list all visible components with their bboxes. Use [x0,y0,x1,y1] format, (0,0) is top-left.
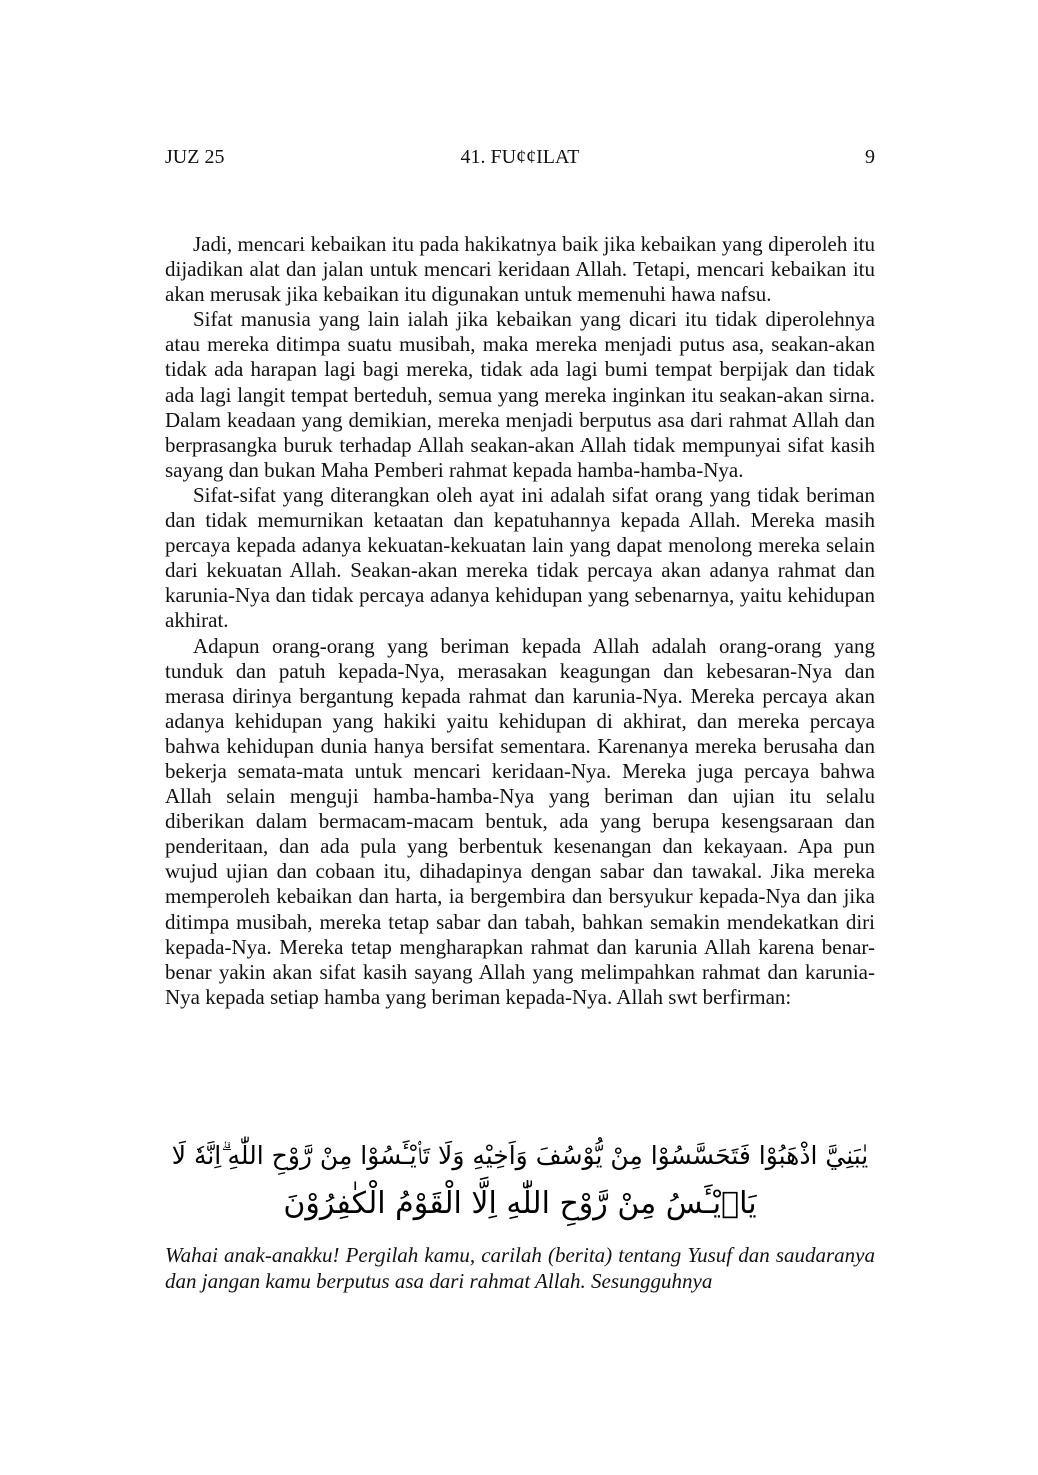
paragraph: Adapun orang-orang yang beriman kepada Allah adalah orang-orang yang tunduk dan patuh kepada-Nya, merasakan keagungan dan kebesaran-Nya dan merasa dirinya bergantung kepada rahmat dan karunia-Nya. Mereka percaya akan adanya kehidupan yang hakiki yaitu kehidupan di akhirat, dan mereka percaya bahwa kehidupan dunia hanya bersifat sementara. Karenanya mereka berusaha dan bekerja semata-mata untuk mencari keridaan-Nya. Mereka juga percaya bahwa Allah selain menguji hamba-hamba-Nya yang beriman dan ujian itu selalu diberikan dalam bermacam-macam bentuk, ada yang berupa kesengsaraan dan penderitaan, dan ada pula yang berbentuk kesenangan dan kekayaan. Apa pun wujud ujian dan cobaan itu, dihadapinya dengan sabar dan tawakal. Jika mereka memperoleh kebaikan dan harta, ia bergembira dan bersyukur kepada-Nya dan jika ditimpa musibah, mereka tetap sabar dan tabah, bahkan semakin mendekatkan diri kepada-Nya. Mereka tetap mengharapkan rahmat dan karunia Allah karena benar-benar yakin akan sifat kasih sayang Allah yang melimpahkan rahmat dan karunia-Nya kepada setiap hamba yang beriman kepada-Nya. Allah swt berfirman: [165,633,875,1009]
surah-title: 41. FU¢¢ILAT [460,146,580,168]
quran-verse-arabic [165,1132,875,1232]
juz-label: JUZ 25 [165,146,225,168]
running-header [165,146,875,172]
verse-translation [165,1243,875,1294]
paragraph: Sifat-sifat yang diterangkan oleh ayat ini adalah sifat orang yang tidak beriman dan tidak memurnikan ketaatan dan kepatuhannya kepada Allah. Mereka masih percaya kepada adanya kekuatan-kekuatan lain yang dapat menolong mereka selain dari kekuatan Allah. Seakan-akan mereka tidak percaya akan adanya rahmat dan karunia-Nya dan tidak percaya adanya kehidupan yang sebenarnya, yaitu kehidupan akhirat. [165,482,875,633]
arabic-line: يٰبَنِيَّ اذْهَبُوْا فَتَحَسَّسُوْا مِنْ يُّوْسُفَ وَاَخِيْهِ وَلَا تَا۟يْـَٔسُوْا مِنْ رَّوْحِ اللّٰهِ ۗاِنَّهٗ لَا [171,1141,869,1170]
page-number: 9 [865,146,875,168]
body-text [165,232,875,1010]
paragraph: Jadi, mencari kebaikan itu pada hakikatnya baik jika kebaikan yang diperoleh itu dijadikan alat dan jalan untuk mencari keridaan Allah. Tetapi, mencari kebaikan itu akan merusak jika kebaikan itu digunakan untuk memenuhi hawa nafsu. [165,232,875,307]
translation-text: Wahai anak-anakku! Pergilah kamu, carilah (berita) tentang Yusuf dan saudaranya dan jangan kamu berputus asa dari rahmat Allah. Sesungguhnya [165,1243,875,1293]
paragraph: Sifat manusia yang lain ialah jika kebaikan yang dicari itu tidak diperolehnya atau mereka ditimpa suatu musibah, maka mereka menjadi putus asa, seakan-akan tidak ada harapan lagi bagi mereka, tidak ada lagi bumi tempat berpijak dan tidak ada lagi langit tempat berteduh, semua yang mereka inginkan itu seakan-akan sirna. Dalam keadaan yang demikian, mereka menjadi berputus asa dari rahmat Allah dan berprasangka buruk terhadap Allah seakan-akan Allah tidak mempunyai sifat kasih sayang dan bukan Maha Pemberi rahmat kepada hamba-hamba-Nya. [165,307,875,482]
arabic-line: يَا۟يْـَٔسُ مِنْ رَّوْحِ اللّٰهِ اِلَّا الْقَوْمُ الْكٰفِرُوْنَ [283,1186,757,1221]
